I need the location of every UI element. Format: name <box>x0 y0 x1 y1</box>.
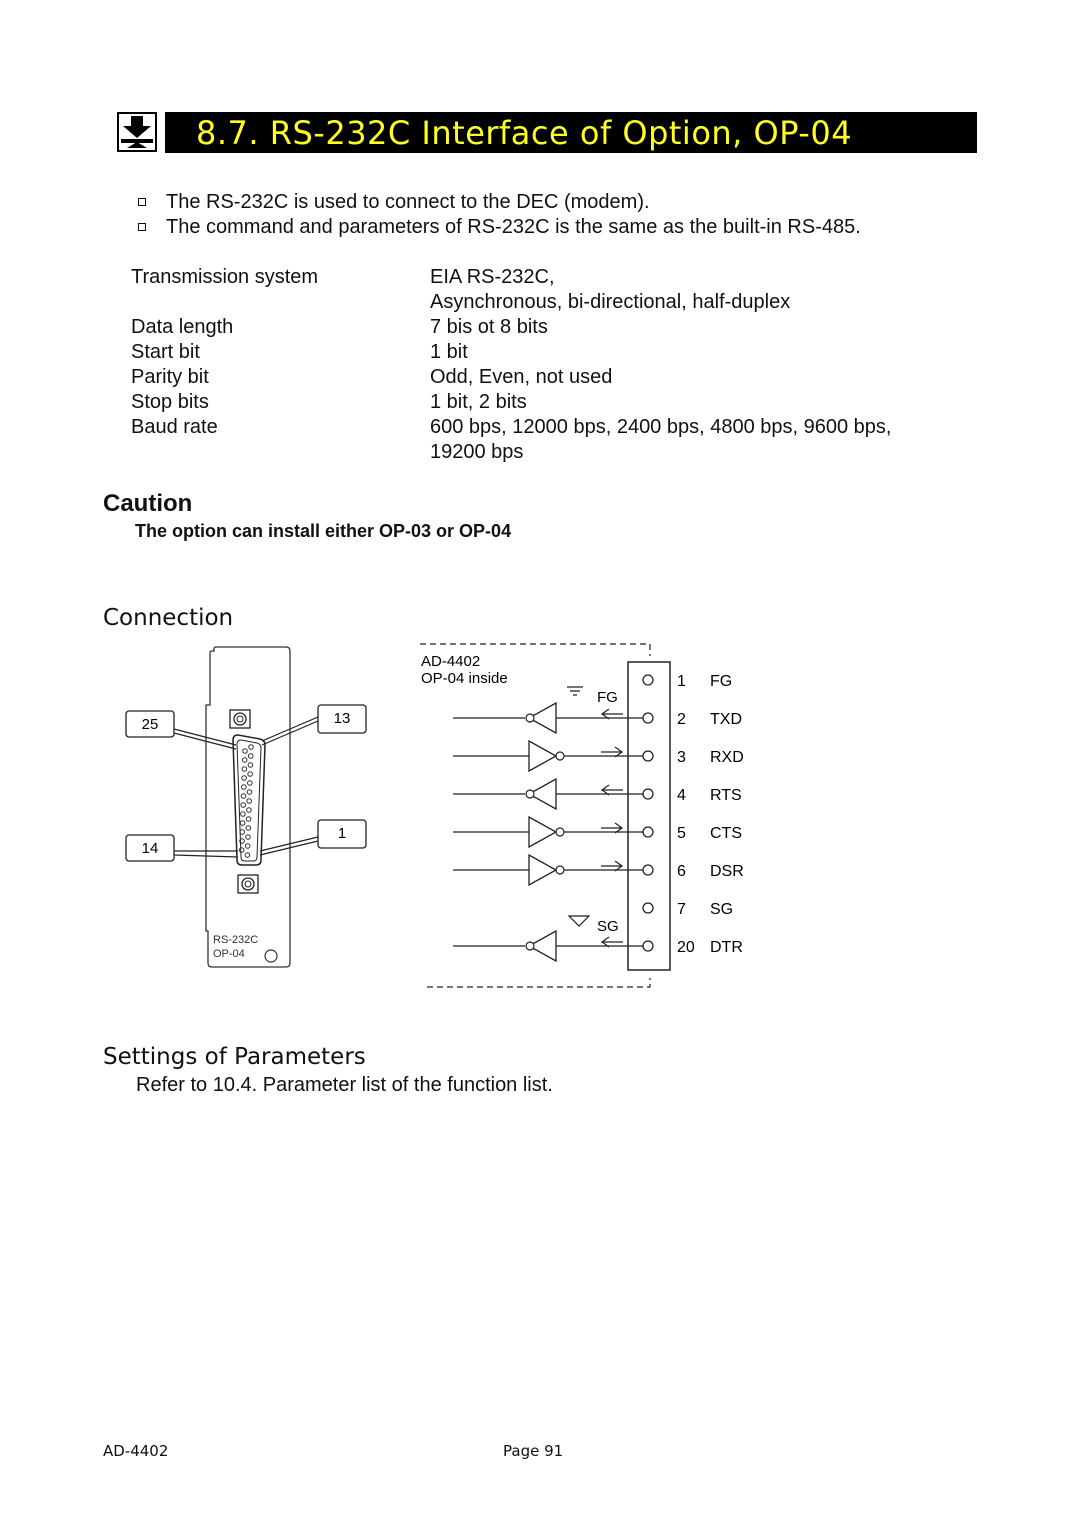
terminal-rts <box>643 789 653 799</box>
intro-line-2: The command and parameters of RS-232C is the same as the built-in RS-485. <box>166 216 861 238</box>
terminal-dtr <box>643 941 653 951</box>
pin-number: 6 <box>677 863 686 880</box>
spec-value: 19200 bps <box>430 441 524 463</box>
caution-text: The option can install either OP-03 or OP-04 <box>135 521 512 541</box>
pin-name: SG <box>710 901 734 918</box>
pin-hole <box>248 781 253 786</box>
pin-hole <box>249 745 254 750</box>
pin-name: DTR <box>710 939 743 956</box>
pin-hole <box>242 785 247 790</box>
pin-number: 1 <box>677 673 686 690</box>
pin-hole <box>242 767 247 772</box>
pin-name: RXD <box>710 749 744 766</box>
spec-label: Transmission system <box>131 266 319 288</box>
line-receiver-icon <box>529 817 556 847</box>
terminal-rxd <box>643 751 653 761</box>
pin-name: FG <box>710 673 733 690</box>
rs232c-circuit-diagram <box>415 640 765 995</box>
pin-number: 2 <box>677 711 686 728</box>
ground-icon <box>567 687 583 695</box>
pin-hole <box>246 826 251 831</box>
connection-heading: Connection <box>103 605 234 631</box>
db25-connector-diagram <box>120 645 380 975</box>
terminal-sg <box>643 903 653 913</box>
pin-hole <box>247 790 252 795</box>
boundary-bottom <box>427 978 650 987</box>
pin-name: TXD <box>710 711 742 728</box>
terminal-txd <box>643 713 653 723</box>
fg-ground-label: FG <box>597 689 618 706</box>
pin-label-13: 13 <box>333 710 351 727</box>
spec-value: 1 bit <box>430 341 468 363</box>
page-title: 8.7. RS-232C Interface of Option, OP-04 <box>196 114 853 152</box>
spec-value: 1 bit, 2 bits <box>430 391 527 413</box>
bullet-icon <box>138 198 146 206</box>
spec-label: Parity bit <box>131 366 209 388</box>
led-indicator <box>265 950 277 962</box>
settings-heading: Settings of Parameters <box>103 1044 366 1070</box>
pin-number: 4 <box>677 787 686 804</box>
pin-number: 20 <box>677 939 695 956</box>
line-receiver-icon <box>529 741 556 771</box>
section-icon <box>117 112 157 152</box>
module-sublabel: OP-04 inside <box>421 670 508 687</box>
pin-hole <box>248 772 253 777</box>
pin-number: 5 <box>677 825 686 842</box>
pin-label-14: 14 <box>141 840 159 857</box>
page-number: Page 91 <box>503 1442 564 1460</box>
terminal-dsr <box>643 865 653 875</box>
pin-hole <box>248 754 253 759</box>
bullet-icon <box>138 223 146 231</box>
pin-hole <box>239 848 244 853</box>
pin-hole <box>245 844 250 849</box>
line-receiver-icon <box>529 855 556 885</box>
pin-number: 7 <box>677 901 686 918</box>
pin-hole <box>242 758 247 763</box>
spec-label: Data length <box>131 316 234 338</box>
footer-model: AD-4402 <box>103 1442 169 1460</box>
pin-hole <box>242 776 247 781</box>
down-arrow-icon <box>119 114 155 150</box>
pin-hole <box>243 749 248 754</box>
spec-value: Asynchronous, bi-directional, half-duplex <box>430 291 791 313</box>
pin-hole <box>246 835 251 840</box>
module-label: AD-4402 <box>421 653 481 670</box>
pin-hole <box>241 812 246 817</box>
spec-value: EIA RS-232C, <box>430 266 555 288</box>
spec-label: Start bit <box>131 341 200 363</box>
pin-hole <box>248 763 253 768</box>
spec-value: 600 bps, 12000 bps, 2400 bps, 4800 bps, 9600 bps, <box>430 416 892 438</box>
terminal-cts <box>643 827 653 837</box>
pin-number: 3 <box>677 749 686 766</box>
pin-hole <box>247 808 252 813</box>
spec-value: 7 bis ot 8 bits <box>430 316 548 338</box>
pin-hole <box>247 799 252 804</box>
terminal-block <box>628 662 670 970</box>
intro-line-1: The RS-232C is used to connect to the DEC (modem). <box>166 191 650 213</box>
plate-label-1: RS-232C <box>213 934 259 946</box>
pin-hole <box>240 830 245 835</box>
sg-ground-label: SG <box>597 918 619 935</box>
pin-hole <box>241 803 246 808</box>
pin-hole <box>246 817 251 822</box>
pin-label-25: 25 <box>141 716 159 733</box>
pin-hole <box>241 794 246 799</box>
pin-name: DSR <box>710 863 744 880</box>
signal-ground-icon <box>569 916 589 926</box>
spec-label: Baud rate <box>131 416 218 438</box>
settings-text: Refer to 10.4. Parameter list of the function list. <box>136 1074 553 1096</box>
pin-name: RTS <box>710 787 742 804</box>
caution-heading: Caution <box>103 490 193 517</box>
spec-value: Odd, Even, not used <box>430 366 613 388</box>
pin-label-1: 1 <box>337 825 347 842</box>
pin-name: CTS <box>710 825 742 842</box>
pin-hole <box>240 821 245 826</box>
connector-plate <box>206 647 290 967</box>
spec-label: Stop bits <box>131 391 209 413</box>
pin-hole <box>245 853 250 858</box>
terminal-fg <box>643 675 653 685</box>
plate-label-2: OP-04 <box>213 948 245 960</box>
